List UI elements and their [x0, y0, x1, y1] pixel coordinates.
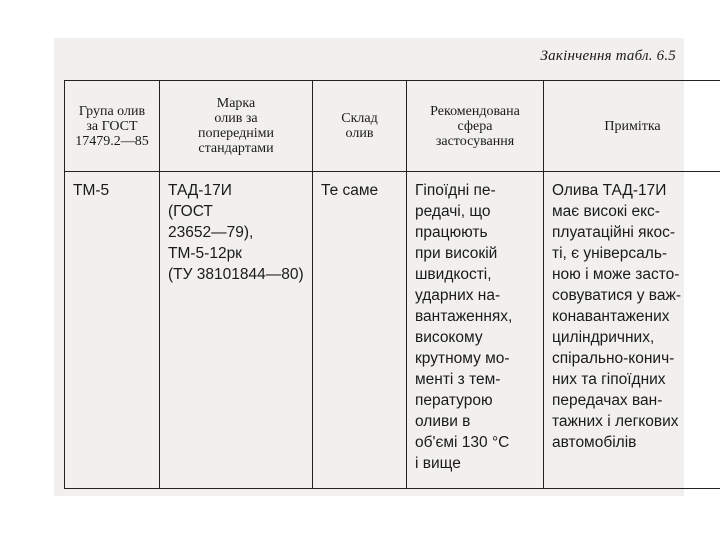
table-caption: Закінчення табл. 6.5 — [540, 48, 676, 64]
header-application: Рекомендована сфера застосування — [407, 81, 544, 172]
cell-note: Олива ТАД-17И має високі екс- плуатаційні якос- ті, є універсаль- ною і може засто- совуватися у важ- конавантажених циліндричних, спірально-конич- них та гіпоїдних передачах ван- тажних і легкових автомобілів — [544, 172, 720, 489]
header-composition: Склад олив — [313, 81, 407, 172]
table-row — [65, 172, 720, 489]
cell-application: Гіпоїдні пе- редачі, що працюють при високій швидкості, ударних на- вантаженнях, високому крутному мо- менті з тем- пературою оливи в об'ємі 130 °С і вище — [407, 172, 544, 489]
cell-composition: Те саме — [313, 172, 407, 489]
table-header-row — [65, 81, 720, 172]
document-page — [54, 38, 684, 496]
header-note: Примітка — [544, 81, 720, 172]
header-oil-group: Група олив за ГОСТ 17479.2—85 — [65, 81, 160, 172]
cell-brand: ТАД-17И (ГОСТ 23652—79), ТМ-5-12рк (ТУ 38101844—80) — [160, 172, 313, 489]
header-oil-brand: Марка олив за попередніми стандартами — [160, 81, 313, 172]
cell-group: ТМ-5 — [65, 172, 160, 489]
oil-table — [64, 80, 720, 489]
